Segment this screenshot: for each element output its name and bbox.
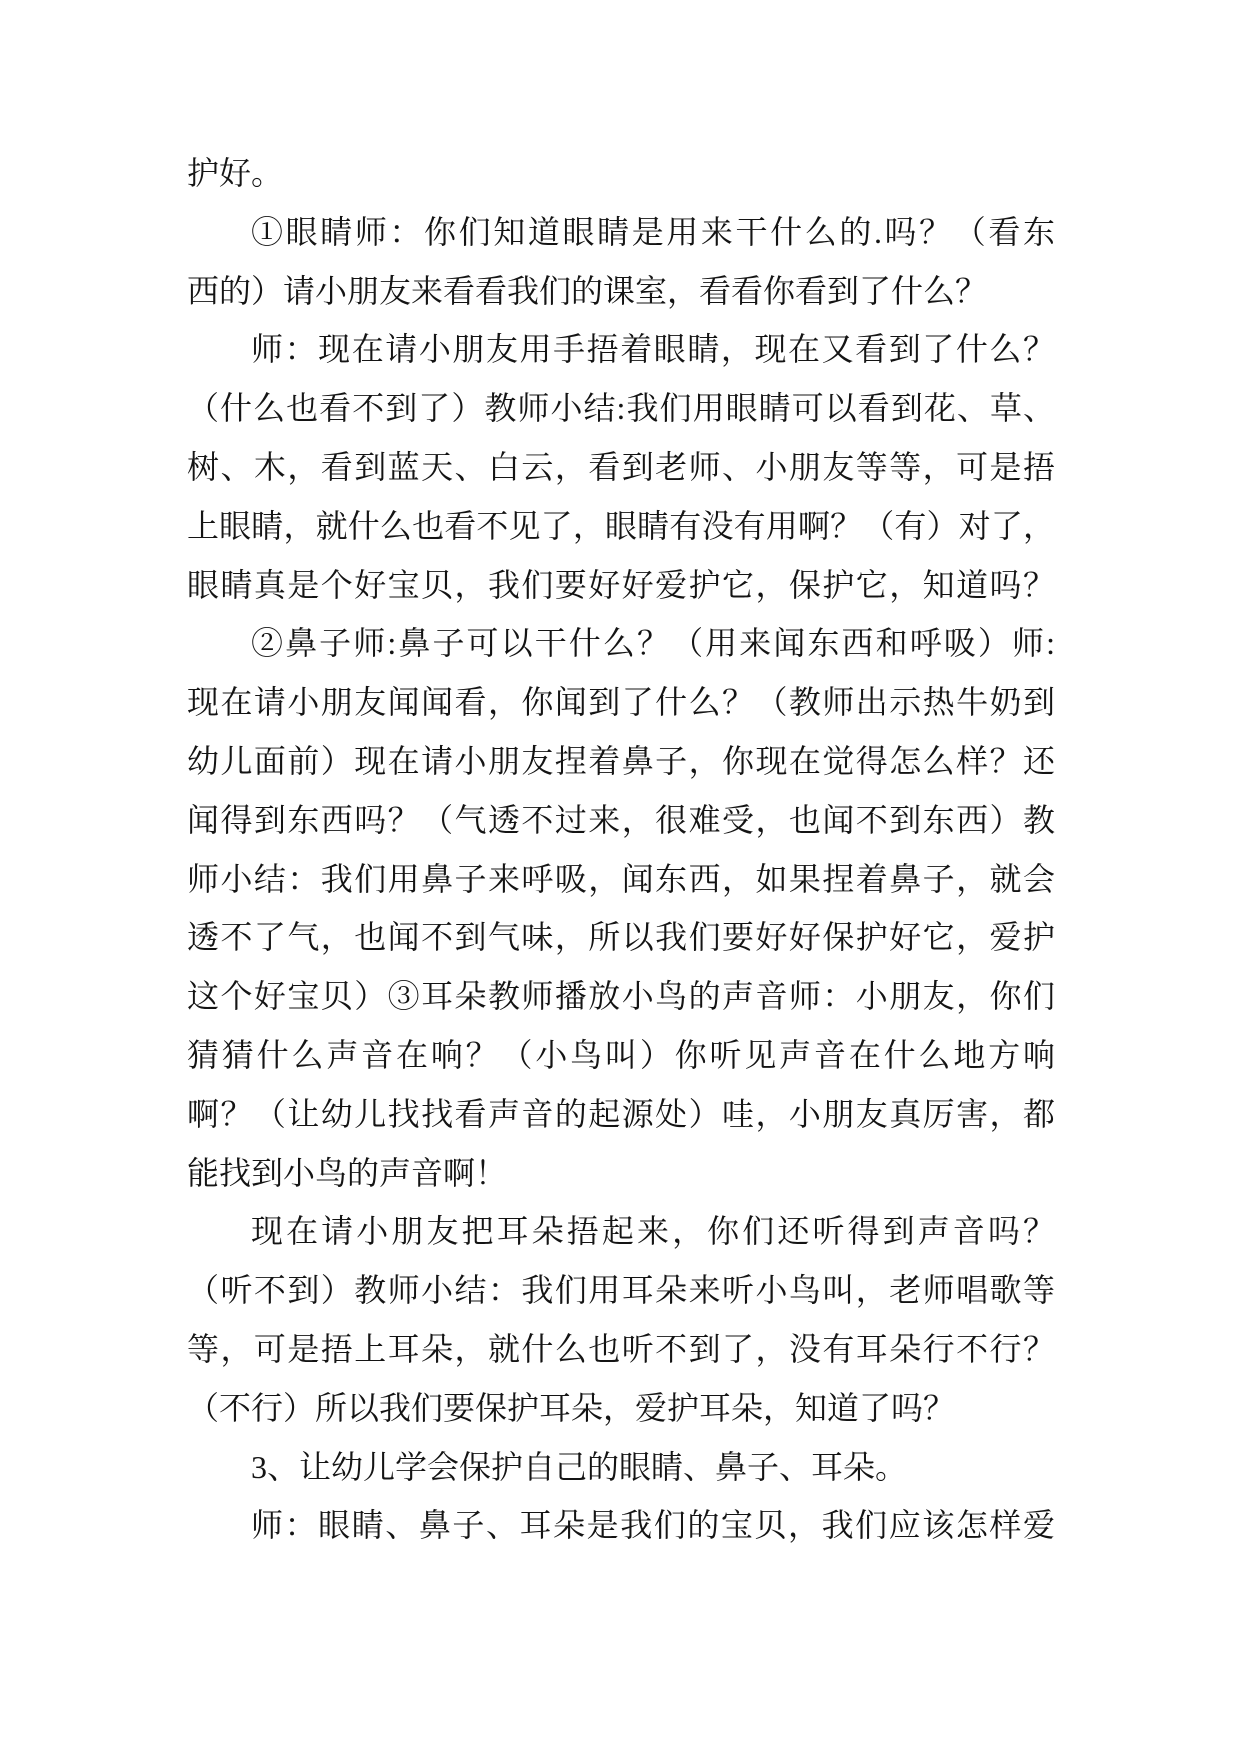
text-block	[187, 144, 1055, 1555]
text-line: 闻得到东西吗？（气透不过来，很难受，也闻不到东西）教	[187, 801, 1055, 838]
text-line: 幼儿面前）现在请小朋友捏着鼻子，你现在觉得怎么样？还	[187, 742, 1055, 779]
text-line: 上眼睛，就什么也看不见了，眼睛有没有用啊？（有）对了，	[187, 507, 1055, 544]
text-line: 现在请小朋友把耳朵捂起来，你们还听得到声音吗？	[251, 1213, 1055, 1250]
text-line: 这个好宝贝）③耳朵教师播放小鸟的声音师：小朋友，你们	[187, 978, 1055, 1015]
text-line: 猜猜什么声音在响？（小鸟叫）你听见声音在什么地方响	[187, 1036, 1055, 1073]
text-line: ②鼻子师:鼻子可以干什么？（用来闻东西和呼吸）师:	[251, 625, 1055, 662]
text-line: ①眼睛师：你们知道眼睛是用来干什么的.吗？（看东	[251, 213, 1055, 250]
text-line: 眼睛真是个好宝贝，我们要好好爱护它，保护它，知道吗？	[187, 566, 1055, 603]
text-line: （什么也看不到了）教师小结:我们用眼睛可以看到花、草、	[187, 390, 1055, 427]
text-line: 啊？（让幼儿找找看声音的起源处）哇，小朋友真厉害，都	[187, 1095, 1055, 1132]
text-line: 3、让幼儿学会保护自己的眼睛、鼻子、耳朵。	[251, 1448, 908, 1485]
text-line: 师：现在请小朋友用手捂着眼睛，现在又看到了什么？	[251, 331, 1055, 368]
text-line: 能找到小鸟的声音啊！	[187, 1154, 508, 1191]
text-line: （不行）所以我们要保护耳朵，爱护耳朵，知道了吗？	[187, 1389, 956, 1426]
text-line: 树、木，看到蓝天、白云，看到老师、小朋友等等，可是捂	[187, 448, 1055, 485]
text-line: 等，可是捂上耳朵，就什么也听不到了，没有耳朵行不行？	[187, 1330, 1055, 1367]
text-line: 西的）请小朋友来看看我们的课室，看看你看到了什么？	[187, 272, 988, 309]
text-line: （听不到）教师小结：我们用耳朵来听小鸟叫，老师唱歌等	[187, 1272, 1055, 1309]
text-line: 师小结：我们用鼻子来呼吸，闻东西，如果捏着鼻子，就会	[187, 860, 1055, 897]
text-line: 透不了气，也闻不到气味，所以我们要好好保护好它，爱护	[187, 919, 1055, 956]
text-line: 护好。	[187, 155, 284, 191]
text-line: 师：眼睛、鼻子、耳朵是我们的宝贝，我们应该怎样爱	[251, 1507, 1055, 1544]
text-line: 现在请小朋友闻闻看，你闻到了什么？（教师出示热牛奶到	[187, 684, 1055, 721]
